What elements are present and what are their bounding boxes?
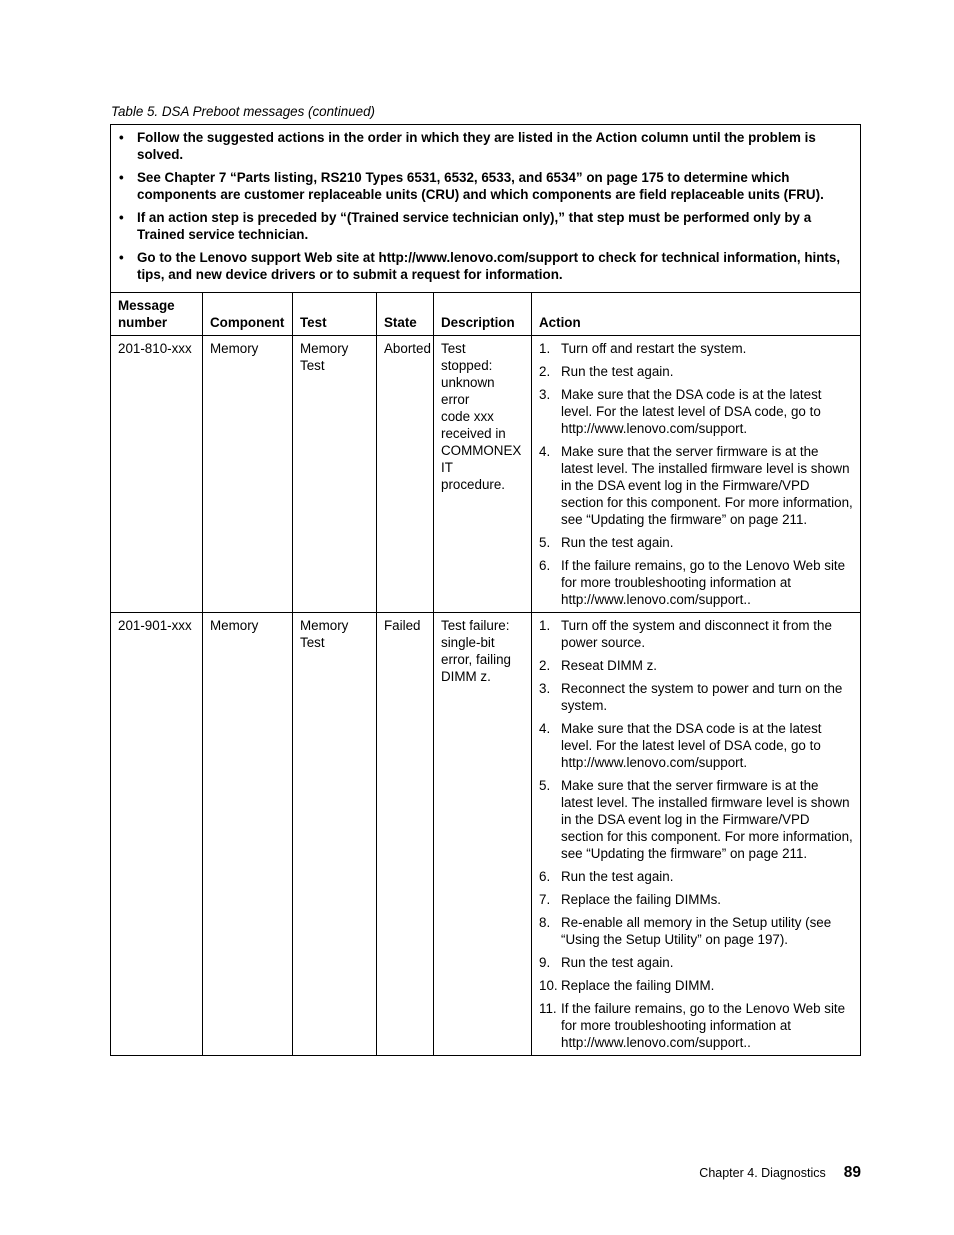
component-cell: Memory bbox=[203, 613, 293, 1055]
action-step-text: Make sure that the DSA code is at the latest level. For the latest level of DSA code, go to http://www.lenovo.com/support. bbox=[561, 721, 822, 770]
bullet-icon: • bbox=[119, 130, 124, 145]
action-step-text: Replace the failing DIMMs. bbox=[561, 892, 722, 907]
action-cell bbox=[532, 336, 860, 612]
header-description: Description bbox=[434, 293, 532, 335]
action-step-number: 6. bbox=[539, 869, 551, 884]
table-caption: Table 5. DSA Preboot messages (continued) bbox=[111, 104, 375, 119]
header-component: Component bbox=[203, 293, 293, 335]
description-line: DIMM z. bbox=[441, 669, 491, 684]
table-row bbox=[111, 613, 860, 1055]
description-cell bbox=[434, 613, 532, 1055]
test-cell: Memory Test bbox=[293, 613, 377, 1055]
page-number: 89 bbox=[843, 1164, 861, 1181]
action-step bbox=[539, 777, 854, 862]
action-step-number: 5. bbox=[539, 535, 551, 550]
note-text: If an action step is preceded by “(Trained service technician only),” that step must be performed only by a Trained service technician. bbox=[137, 210, 812, 242]
action-step bbox=[539, 891, 854, 908]
action-step bbox=[539, 617, 854, 651]
message-number-cell: 201-810-xxx bbox=[111, 336, 203, 612]
note-item bbox=[117, 209, 850, 243]
action-step-text: Run the test again. bbox=[561, 869, 674, 884]
state-cell: Aborted bbox=[377, 336, 434, 612]
state-cell: Failed bbox=[377, 613, 434, 1055]
note-text: See Chapter 7 “Parts listing, RS210 Types 6531, 6532, 6533, and 6534” on page 175 to determine which components are customer replaceable units (CRU) and which components are field replaceable units (FRU). bbox=[137, 170, 824, 202]
test-cell: Memory Test bbox=[293, 336, 377, 612]
action-step-number: 11. bbox=[539, 1001, 557, 1016]
component-cell: Memory bbox=[203, 336, 293, 612]
table-header-row bbox=[111, 293, 860, 336]
action-step-number: 4. bbox=[539, 721, 551, 736]
action-step-number: 3. bbox=[539, 681, 551, 696]
bullet-icon: • bbox=[119, 170, 124, 185]
action-step-number: 2. bbox=[539, 364, 551, 379]
description-line: error bbox=[441, 392, 470, 407]
action-cell bbox=[532, 613, 860, 1055]
note-text: Follow the suggested actions in the order in which they are listed in the Action column until the problem is solved. bbox=[137, 130, 816, 162]
description-line: unknown bbox=[441, 375, 495, 390]
message-number-cell: 201-901-xxx bbox=[111, 613, 203, 1055]
description-line: Test bbox=[441, 341, 466, 356]
dsa-preboot-messages-table bbox=[110, 124, 861, 1056]
description-cell bbox=[434, 336, 532, 612]
footer-chapter: Chapter 4. Diagnostics bbox=[699, 1166, 826, 1180]
description-line: single-bit bbox=[441, 635, 495, 650]
action-step-text: Make sure that the DSA code is at the latest level. For the latest level of DSA code, go to http://www.lenovo.com/support. bbox=[561, 387, 822, 436]
bullet-icon: • bbox=[119, 210, 124, 225]
action-step bbox=[539, 386, 854, 437]
description-line: procedure. bbox=[441, 477, 506, 492]
header-message-number: Message number bbox=[111, 293, 203, 335]
note-text: Go to the Lenovo support Web site at http://www.lenovo.com/support to check for technical information, hints, tips, and new device drivers or to submit a request for information. bbox=[137, 250, 841, 282]
action-step-number: 7. bbox=[539, 892, 551, 907]
action-step-text: Run the test again. bbox=[561, 535, 674, 550]
action-step-text: Re-enable all memory in the Setup utility (see “Using the Setup Utility” on page 197). bbox=[561, 915, 832, 947]
action-step bbox=[539, 1000, 854, 1051]
action-step-text: Reseat DIMM z. bbox=[561, 658, 657, 673]
description-line: error, failing bbox=[441, 652, 511, 667]
description-line: COMMONEXIT bbox=[441, 443, 522, 475]
note-item bbox=[117, 169, 850, 203]
action-step-text: Make sure that the server firmware is at the latest level. The installed firmware level is shown in the DSA event log in the Firmware/VPD section for this component. For more information, see “Updating the firmware” on page 211. bbox=[561, 444, 853, 527]
action-step-text: Replace the failing DIMM. bbox=[561, 978, 715, 993]
action-step-number: 6. bbox=[539, 558, 551, 573]
action-step-text: Reconnect the system to power and turn on the system. bbox=[561, 681, 843, 713]
action-step-number: 3. bbox=[539, 387, 551, 402]
description-line: Test failure: bbox=[441, 618, 510, 633]
action-step-text: Make sure that the server firmware is at the latest level. The installed firmware level is shown in the DSA event log in the Firmware/VPD section for this component. For more information, see “Updating the firmware” on page 211. bbox=[561, 778, 853, 861]
action-step-text: If the failure remains, go to the Lenovo Web site for more troubleshooting information at http://www.lenovo.com/support.. bbox=[561, 1001, 846, 1050]
action-step-text: Run the test again. bbox=[561, 364, 674, 379]
action-step bbox=[539, 914, 854, 948]
action-list bbox=[539, 340, 854, 608]
header-action: Action bbox=[539, 315, 581, 330]
action-step bbox=[539, 340, 854, 357]
description-line: stopped: bbox=[441, 358, 493, 373]
table-notes bbox=[111, 125, 860, 293]
action-step-number: 4. bbox=[539, 444, 551, 459]
action-step-text: Run the test again. bbox=[561, 955, 674, 970]
page-footer bbox=[699, 1164, 861, 1182]
note-item bbox=[117, 249, 850, 283]
action-list bbox=[539, 617, 854, 1051]
action-step-number: 1. bbox=[539, 618, 551, 633]
action-step bbox=[539, 954, 854, 971]
action-step-number: 9. bbox=[539, 955, 551, 970]
action-step bbox=[539, 868, 854, 885]
action-step bbox=[539, 720, 854, 771]
header-test: Test bbox=[293, 293, 377, 335]
action-step-number: 10. bbox=[539, 978, 558, 993]
action-step bbox=[539, 534, 854, 551]
note-item bbox=[117, 129, 850, 163]
action-step-text: If the failure remains, go to the Lenovo Web site for more troubleshooting information at http://www.lenovo.com/support.. bbox=[561, 558, 846, 607]
header-state: State bbox=[377, 293, 434, 335]
action-step-number: 8. bbox=[539, 915, 551, 930]
action-step-number: 5. bbox=[539, 778, 551, 793]
action-step bbox=[539, 557, 854, 608]
description-line: received in bbox=[441, 426, 506, 441]
action-step-text: Turn off the system and disconnect it from the power source. bbox=[561, 618, 832, 650]
action-step bbox=[539, 363, 854, 380]
action-step-number: 2. bbox=[539, 658, 551, 673]
action-step bbox=[539, 443, 854, 528]
action-step bbox=[539, 657, 854, 674]
action-step bbox=[539, 680, 854, 714]
table-body bbox=[111, 336, 860, 1055]
action-step bbox=[539, 977, 854, 994]
bullet-icon: • bbox=[119, 250, 124, 265]
description-line: code xxx bbox=[441, 409, 494, 424]
table-row bbox=[111, 336, 860, 613]
action-step-number: 1. bbox=[539, 341, 551, 356]
action-step-text: Turn off and restart the system. bbox=[561, 341, 747, 356]
